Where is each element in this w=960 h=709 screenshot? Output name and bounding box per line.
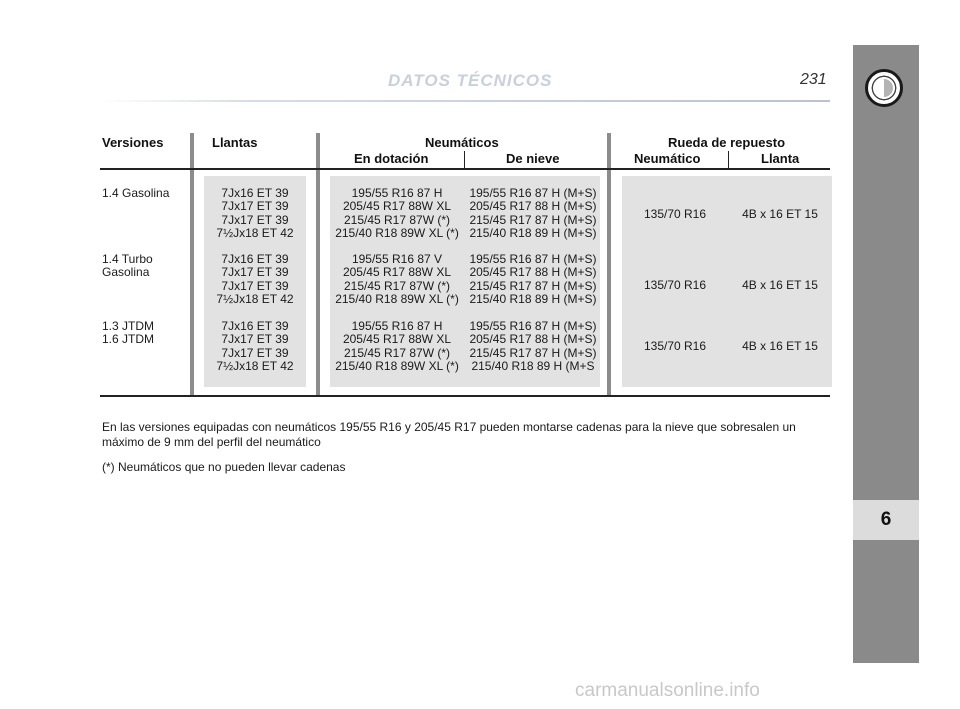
chapter-tab[interactable]: 6: [853, 500, 919, 540]
table-row-llantas: 7Jx16 ET 39 7Jx17 ET 39 7Jx17 ET 39 7½Jx18 ET 42: [216, 186, 294, 240]
table-row-version: 1.4 Gasolina: [102, 186, 170, 200]
table-row-llantas: 7Jx16 ET 39 7Jx17 ET 39 7Jx17 ET 39 7½Jx18 ET 42: [216, 252, 294, 306]
page-number: 231: [800, 71, 827, 88]
header-llantas: Llantas: [212, 135, 258, 150]
table-row-repuesto-neumatico: 135/70 R16: [643, 278, 707, 292]
column-divider: [728, 151, 729, 168]
watermark: carmanualsonline.info: [575, 680, 760, 701]
table-row-dotacion: 195/55 R16 87 H 205/45 R17 88W XL 215/45 R17 87W (*) 215/40 R18 89W XL (*): [335, 319, 459, 373]
column-separator: [607, 133, 611, 396]
table-row-dotacion: 195/55 R16 87 H 205/45 R17 88W XL 215/45 R17 87W (*) 215/40 R18 89W XL (*): [335, 186, 459, 240]
header-versiones: Versiones: [102, 135, 164, 150]
table-row-repuesto-llanta: 4B x 16 ET 15: [742, 207, 818, 221]
column-separator: [316, 133, 320, 396]
table-row-nieve: 195/55 R16 87 H (M+S) 205/45 R17 88 H (M+S) 215/45 R17 87 H (M+S) 215/40 R18 89 H (M+S: [469, 319, 597, 373]
header-en-dotacion: En dotación: [354, 151, 429, 166]
chapter-sidebar: [853, 45, 919, 663]
section-title: DATOS TÉCNICOS: [388, 71, 553, 90]
table-row-nieve: 195/55 R16 87 H (M+S) 205/45 R17 88 H (M+S) 215/45 R17 87 H (M+S) 215/40 R18 89 H (M+S): [469, 186, 597, 240]
table-row-llantas: 7Jx16 ET 39 7Jx17 ET 39 7Jx17 ET 39 7½Jx18 ET 42: [216, 319, 294, 373]
header-neumaticos: Neumáticos: [425, 135, 499, 150]
table-row-repuesto-neumatico: 135/70 R16: [643, 339, 707, 353]
header-divider: [100, 100, 830, 102]
header-llanta: Llanta: [761, 151, 800, 166]
chains-note: En las versiones equipadas con neumáticos 195/55 R16 y 205/45 R17 pueden montarse cadenas para la nieve que sobresalen un máximo de 9 mm del perfil del neumático: [102, 420, 796, 449]
brand-logo-icon: [865, 69, 903, 107]
table-row-version: 1.4 Turbo Gasolina: [102, 252, 153, 280]
column-divider: [464, 151, 465, 168]
table-row-repuesto-llanta: 4B x 16 ET 15: [742, 278, 818, 292]
header-de-nieve: De nieve: [506, 151, 560, 166]
header-rueda-repuesto: Rueda de repuesto: [668, 135, 786, 150]
header-neumatico: Neumático: [634, 151, 701, 166]
table-row-version: 1.3 JTDM 1.6 JTDM: [102, 319, 155, 347]
table-row-repuesto-llanta: 4B x 16 ET 15: [742, 339, 818, 353]
table-row-repuesto-neumatico: 135/70 R16: [643, 207, 707, 221]
table-row-nieve: 195/55 R16 87 H (M+S) 205/45 R17 88 H (M+S) 215/45 R17 87 H (M+S) 215/40 R18 89 H (M+S): [469, 252, 597, 306]
table-bottom-rule: [100, 395, 830, 397]
column-separator: [190, 133, 194, 396]
table-header-rule: [100, 168, 830, 170]
table-row-dotacion: 195/55 R16 87 V 205/45 R17 88W XL 215/45 R17 87W (*) 215/40 R18 89W XL (*): [335, 252, 459, 306]
asterisk-note: (*) Neumáticos que no pueden llevar cadenas: [102, 460, 346, 474]
